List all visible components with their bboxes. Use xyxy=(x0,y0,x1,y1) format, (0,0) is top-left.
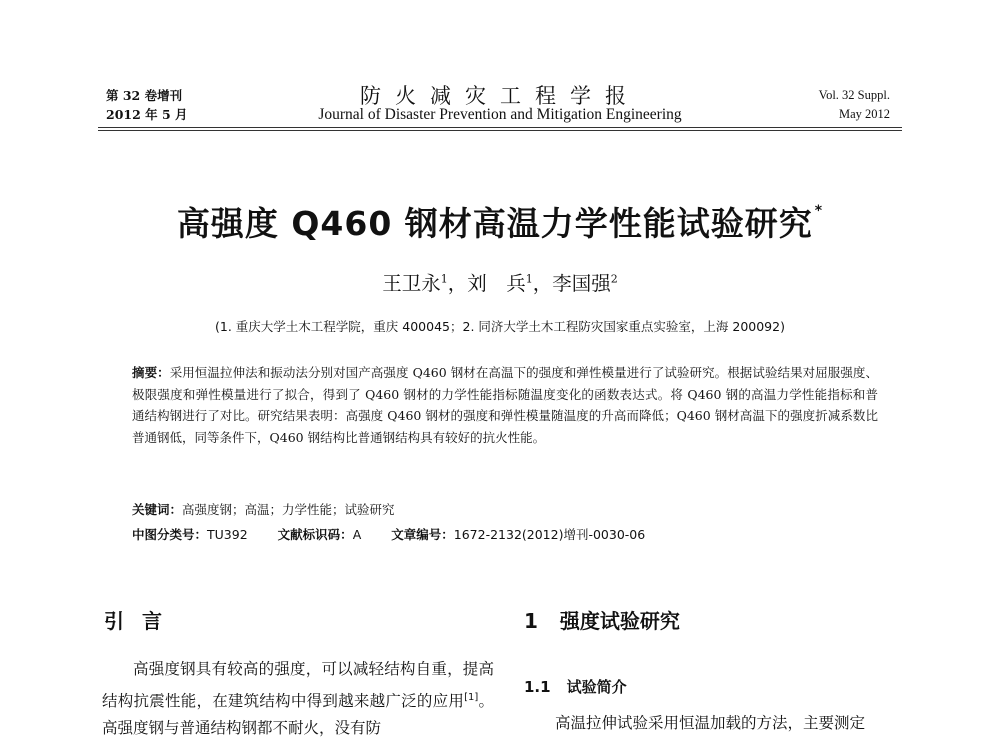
journal-title-cn: 防火减灾工程学报 xyxy=(360,84,640,108)
author-name: 王卫永 xyxy=(382,272,441,295)
date-cn: 2012 年 5 月 xyxy=(106,107,188,122)
doc-code-value: A xyxy=(352,527,362,542)
abstract xyxy=(132,362,878,448)
volume-en: Vol. 32 Suppl. xyxy=(818,88,890,102)
section-number: 1 xyxy=(524,609,538,633)
date-en: May 2012 xyxy=(838,107,890,121)
doc-code-label: 文献标识码： xyxy=(277,527,353,542)
author-name: 刘 兵 xyxy=(467,272,526,295)
clc-value: TU392 xyxy=(207,527,248,542)
clc-label: 中图分类号： xyxy=(132,527,208,542)
intro-paragraph xyxy=(102,656,494,743)
journal-title-en: Journal of Disaster Prevention and Mitigation Engineering xyxy=(318,106,682,123)
author-list xyxy=(0,268,1000,296)
author-affiliation-mark: 1 xyxy=(440,272,448,286)
intro-text-1: 高强度钢具有较高的强度，可以减轻结构自重，提高结构抗震性能，在建筑结构中得到越来越广泛的应用 xyxy=(102,660,494,710)
keywords xyxy=(132,500,395,518)
section-body xyxy=(524,710,916,738)
abstract-label: 摘要： xyxy=(132,365,170,380)
subsection-heading xyxy=(524,676,627,697)
author-name: 李国强 xyxy=(552,272,611,295)
header-rule-secondary xyxy=(98,130,902,131)
volume-cn: 第 32 卷增刊 xyxy=(106,88,183,103)
citation-ref: [1] xyxy=(464,691,479,703)
affiliation: (1. 重庆大学土木工程学院，重庆 400045；2. 同济大学土木工程防灾国家重点实验室，上海 200092) xyxy=(215,319,785,334)
author-separator: ， xyxy=(532,272,553,295)
article-title xyxy=(0,198,1000,245)
abstract-text: 采用恒温拉伸法和振动法分别对国产高强度 Q460 钢材在高温下的强度和弹性模量进行了试验研究。根据试验结果对屈服强度、极限强度和弹性模量进行了拟合，得到了 Q460 钢材的力学性能指标随温度变化的函数表达式。将 Q460 钢的高温力学性能指标和普通结构钢进行了对比。研究结果表明：高强度 Q460 钢材的强度和弹性模量随温度的升高而降低；Q460 钢材高温下的强度折减系数比普通钢低，同等条件下，Q460 钢结构比普通钢结构具有较好的抗火性能。 xyxy=(132,365,878,445)
author-affiliation-mark: 1 xyxy=(525,272,533,286)
title-text: 高强度 Q460 钢材高温力学性能试验研究 xyxy=(176,204,813,243)
section-paragraph: 高温拉伸试验采用恒温加载的方法，主要测定 xyxy=(555,714,866,732)
classification-line xyxy=(132,525,645,543)
intro-text-2: 。高强度钢与普通结构钢都不耐火，没有防 xyxy=(102,691,494,738)
subsection-title: 试验简介 xyxy=(566,678,627,696)
author-separator: ， xyxy=(447,272,468,295)
header-right xyxy=(819,86,890,124)
section-title: 强度试验研究 xyxy=(559,609,680,633)
article-number-value: 1672-2132(2012)增刊-0030-06 xyxy=(453,527,646,542)
intro-heading: 引言 xyxy=(104,609,180,633)
section-heading xyxy=(524,605,680,634)
keywords-label: 关键词： xyxy=(132,502,183,517)
author-affiliation-mark: 2 xyxy=(610,272,618,286)
keywords-text: 高强度钢；高温；力学性能；试验研究 xyxy=(182,502,395,517)
header-rule xyxy=(98,127,902,128)
subsection-number: 1.1 xyxy=(524,678,551,696)
article-number-label: 文章编号： xyxy=(391,527,454,542)
title-footnote-mark: * xyxy=(814,203,824,219)
intro-body xyxy=(102,656,494,743)
